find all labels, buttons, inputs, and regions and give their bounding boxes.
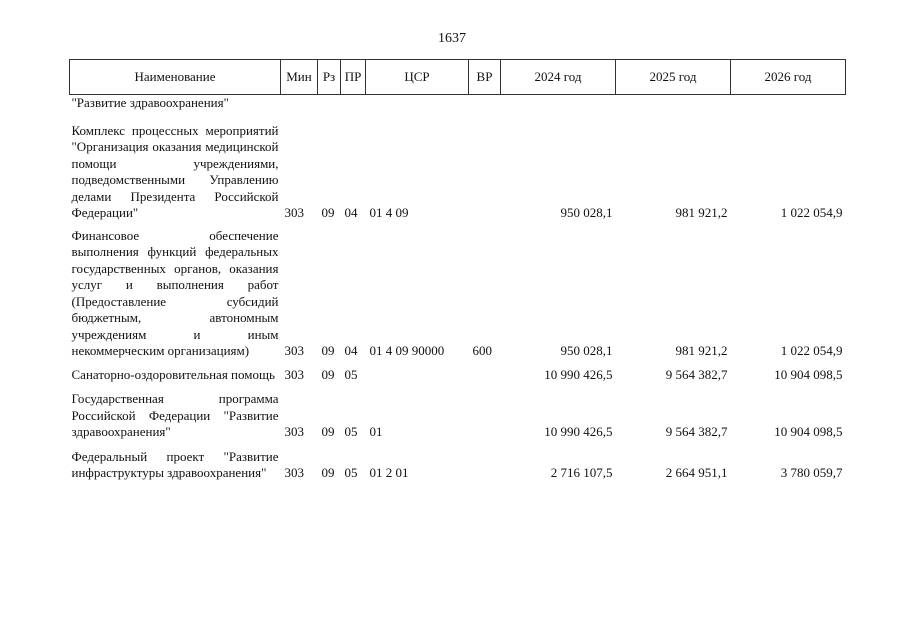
header-pr: ПР [341, 60, 366, 95]
row-name: Комплекс процессных мероприятий "Организация оказания медицинской помощи учреждениями, подведомственными Управлению делами Президента Российской Федерации" [71, 122, 279, 220]
table-row [70, 112, 846, 222]
row-2024: 950 028,1 [560, 205, 613, 220]
row-pr: 04 [344, 205, 358, 220]
row-csr [366, 360, 469, 384]
row-vr [469, 95, 501, 112]
row-rz: 09 [321, 465, 335, 480]
header-rz: Рз [318, 60, 341, 95]
row-name: Санаторно-оздоровительная помощь [71, 366, 275, 382]
header-name: Наименование [70, 60, 281, 95]
row-2026: 10 904 098,5 [774, 424, 843, 439]
budget-table [69, 59, 846, 482]
row-name: Финансовое обеспечение выполнения функций федеральных государственных органов, оказания услуг и выполнения работ (Предоставление субсидий бюджетным, автономным учреждениям и иным некоммерческим организациям) [71, 227, 279, 358]
row-2025: 2 664 951,1 [665, 465, 728, 480]
row-rz: 09 [321, 366, 335, 382]
row-2024 [501, 95, 616, 112]
row-2026 [731, 95, 846, 112]
row-vr: 600 [472, 343, 492, 358]
row-2024: 10 990 426,5 [544, 366, 613, 382]
row-2025 [616, 95, 731, 112]
row-min: 303 [284, 465, 304, 480]
row-csr [366, 95, 469, 112]
page-number: 1637 [438, 31, 466, 46]
row-2026: 10 904 098,5 [774, 366, 843, 382]
row-2025: 981 921,2 [675, 205, 728, 220]
row-vr [469, 383, 501, 441]
header-csr: ЦСР [366, 60, 469, 95]
row-rz: 09 [321, 424, 335, 439]
row-name: Государственная программа Российской Федерации "Развитие здравоохранения" [71, 391, 279, 439]
row-rz [318, 95, 341, 112]
row-pr: 05 [344, 465, 358, 480]
row-2024: 2 716 107,5 [550, 465, 613, 480]
row-min: 303 [284, 366, 304, 382]
table-row [70, 383, 846, 441]
table-row [70, 95, 846, 112]
row-2024: 10 990 426,5 [544, 424, 613, 439]
row-rz: 09 [321, 205, 335, 220]
row-2025: 9 564 382,7 [665, 424, 728, 439]
header-2024: 2024 год [501, 60, 616, 95]
row-csr: 01 4 09 [369, 205, 409, 220]
row-csr: 01 2 01 [369, 465, 409, 480]
row-vr [469, 360, 501, 384]
header-2026: 2026 год [731, 60, 846, 95]
header-2025: 2025 год [616, 60, 731, 95]
table-row [70, 441, 846, 482]
row-2026: 1 022 054,9 [780, 205, 843, 220]
row-pr: 05 [344, 366, 358, 382]
row-vr [469, 112, 501, 222]
table-header-row [70, 60, 846, 95]
row-2026: 3 780 059,7 [780, 465, 843, 480]
header-vr: ВР [469, 60, 501, 95]
header-min: Мин [281, 60, 318, 95]
row-name: "Развитие здравоохранения" [71, 95, 229, 110]
table-row [70, 222, 846, 360]
row-rz: 09 [321, 343, 335, 358]
row-csr: 01 4 09 90000 [369, 343, 445, 358]
row-vr [469, 441, 501, 482]
row-min: 303 [284, 343, 304, 358]
row-min [281, 95, 318, 112]
row-2024: 950 028,1 [560, 343, 613, 358]
row-name: Федеральный проект "Развитие инфраструктуры здравоохранения" [71, 448, 279, 480]
row-pr: 05 [344, 424, 358, 439]
table-row [70, 360, 846, 384]
row-min: 303 [284, 424, 304, 439]
row-pr: 04 [344, 343, 358, 358]
row-csr: 01 [369, 424, 383, 439]
row-pr [341, 95, 366, 112]
row-2025: 9 564 382,7 [665, 366, 728, 382]
row-min: 303 [284, 205, 304, 220]
row-2025: 981 921,2 [675, 343, 728, 358]
row-2026: 1 022 054,9 [780, 343, 843, 358]
